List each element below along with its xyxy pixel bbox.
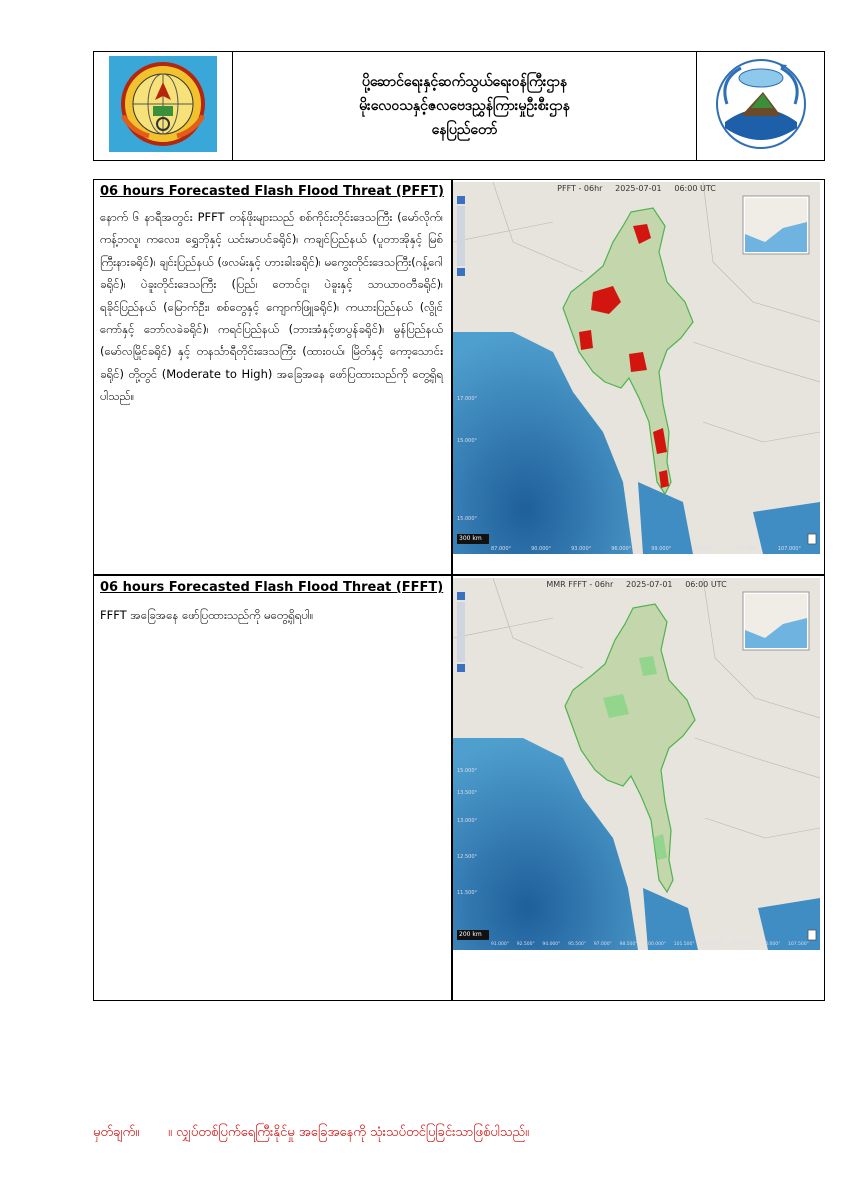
ffft-lon-label: 98.500° (619, 942, 638, 947)
ffft-map-date: 2025-07-01 (626, 580, 673, 589)
ffft-lat-label: 11.500° (457, 890, 477, 896)
ffft-lat-label: 12.500° (457, 854, 477, 860)
ffft-map-header (453, 580, 820, 589)
ffft-lon-label: 107.500° (788, 942, 809, 947)
hydrology-cycle-emblem-icon (711, 56, 811, 156)
pfft-map[interactable] (453, 182, 820, 554)
pfft-lat-label: 17.000° (457, 396, 477, 402)
zoom-in-button[interactable] (457, 196, 465, 204)
pfft-lat-label: 15.000° (457, 516, 477, 522)
zoom-in-button[interactable] (457, 592, 465, 600)
ffft-description: FFFT အခြေအနေ ဖော်ပြထားသည်ကို မတွေ့ရှိရပါ။ (100, 608, 314, 622)
pfft-lon-label: 93.000° (571, 546, 592, 552)
pfft-lon-label: 87.000° (491, 546, 511, 552)
note-label: မှတ်ချက်။ (93, 1125, 140, 1140)
pfft-map-header (453, 184, 820, 193)
ffft-lon-label: 97.000° (593, 942, 612, 947)
footer-note (93, 1124, 833, 1143)
zoom-slider[interactable] (457, 602, 465, 662)
ffft-lon-label: 95.500° (568, 942, 587, 947)
pfft-map-date: 2025-07-01 (615, 184, 662, 193)
ffft-lon-label: 91.000° (491, 942, 509, 947)
ministry-title: ပို့ဆောင်ရေးနှင့်ဆက်သွယ်ရေး၀န်ကြီးဌာန (361, 74, 568, 90)
ffft-lat-label: 15.000° (457, 768, 477, 774)
content-table (93, 179, 825, 1001)
department-title: မိုးလေဝသနှင့်ဇလဗေဒညွှန်ကြားမှုဦးစီးဌာန (359, 98, 570, 114)
pfft-lon-label: 102.000° (691, 546, 715, 552)
pfft-lon-label: 104.000° (734, 546, 758, 552)
zoom-out-button[interactable] (457, 268, 465, 276)
ffft-lon-label: 94.000° (542, 942, 561, 947)
ffft-lon-label: 92.500° (516, 942, 535, 947)
ffft-lon-label: 101.500° (673, 942, 695, 947)
pfft-description: နောက် ၆ နာရီအတွင်း PFFT တန်ဖိုးများသည် စစ်ကိုင်းတိုင်းဒေသကြီး (မော်လိုက်၊ ကန့်ဘလူ၊ ကလေး၊ ရွှေဘိုနှင့် ယင်းမာပင်ခရိုင်)၊ ကချင်ပြည်နယ် (ပူတာအိုနှင့် မြစ်ကြီးနားခရိုင်)၊ ချင်းပြည်နယ် (ဖလမ်းနှင့် ဟားခါးခရိုင်)၊ မကွေးတိုင်းဒေသကြီး(ဂန့်ဂေါခရိုင်)၊ ပဲခူးတိုင်းဒေသကြီး (ပြည်၊ တောင်ငူ၊ ပဲခူးနှင့် သာယာဝတီခရိုင်)၊ ရခိုင်ပြည်နယ် (မြောက်ဦး၊ စစ်တွေနှင့် ကျောက်ဖြူခရိုင်)၊ ကယားပြည်နယ် (လွိုင်ကော်နှင့် ဘော်လခဲခရိုင်)၊ ကရင်ပြည်နယ် (ဘားအံနှင့်ဖာပွန်ခရိုင်)၊ မွန်ပြည်နယ် (မော်လမြိုင်ခရိုင်) နှင့် တနင်္သာရီတိုင်းဒေသကြီး (ထားဝယ်၊ မြိတ်နှင့် ကော့သောင်းခရိုင်) တို့တွင် (Moderate to High) အခြေအနေ ဖော်ပြထားသည်ကို တွေ့ရှိရပါသည်။ (100, 210, 443, 404)
ffft-map[interactable] (453, 578, 820, 950)
ffft-map-time: 06:00 UTC (685, 580, 727, 589)
ffft-map-label: MMR FFFT - 06hr (546, 580, 614, 589)
ffft-lon-label: 104.500° (730, 942, 752, 947)
ministry-emblem-icon (109, 56, 217, 156)
pfft-lon-label: 96.000° (611, 546, 632, 552)
pfft-lon-labels (491, 546, 801, 552)
pfft-map-time: 06:00 UTC (674, 184, 716, 193)
row-divider (94, 574, 824, 576)
note-text: ။ လျှပ်တစ်ပြက်ရေကြီးနိုင်မှု အခြေအနေကို သုံးသပ်တင်ပြခြင်းသာဖြစ်ပါသည်။ (168, 1125, 529, 1140)
left-logo-cell (94, 52, 233, 161)
pfft-lat-label: 15.000° (457, 438, 477, 444)
ffft-section-title: 06 hours Forecasted Flash Flood Threat (FFFT) (100, 580, 444, 595)
ffft-scale-label: 200 km (459, 931, 482, 938)
info-button[interactable] (808, 930, 816, 940)
ffft-lon-label: 106.000° (759, 942, 781, 947)
ffft-lat-label: 13.500° (457, 790, 477, 796)
info-button[interactable] (808, 534, 816, 544)
header-table (93, 51, 825, 161)
title-cell (233, 52, 697, 161)
ffft-lon-labels (491, 942, 809, 947)
zoom-slider[interactable] (457, 206, 465, 266)
pfft-map-label: PFFT - 06hr (557, 184, 603, 193)
pfft-section-title: 06 hours Forecasted Flash Flood Threat (PFFT) (100, 184, 444, 199)
ffft-lon-label: 100.000° (645, 942, 667, 947)
right-logo-cell (697, 52, 825, 161)
zoom-out-button[interactable] (457, 664, 465, 672)
pfft-lon-label: 90.000° (531, 546, 552, 552)
location-title: နေပြည်တော် (431, 122, 498, 138)
pfft-lon-label: 99.000° (651, 546, 672, 552)
pfft-scale-label: 300 km (459, 535, 482, 542)
ffft-lat-label: 13.000° (457, 818, 477, 824)
pfft-lon-label: 107.000° (777, 546, 801, 552)
ffft-lon-label: 103.000° (702, 942, 724, 947)
